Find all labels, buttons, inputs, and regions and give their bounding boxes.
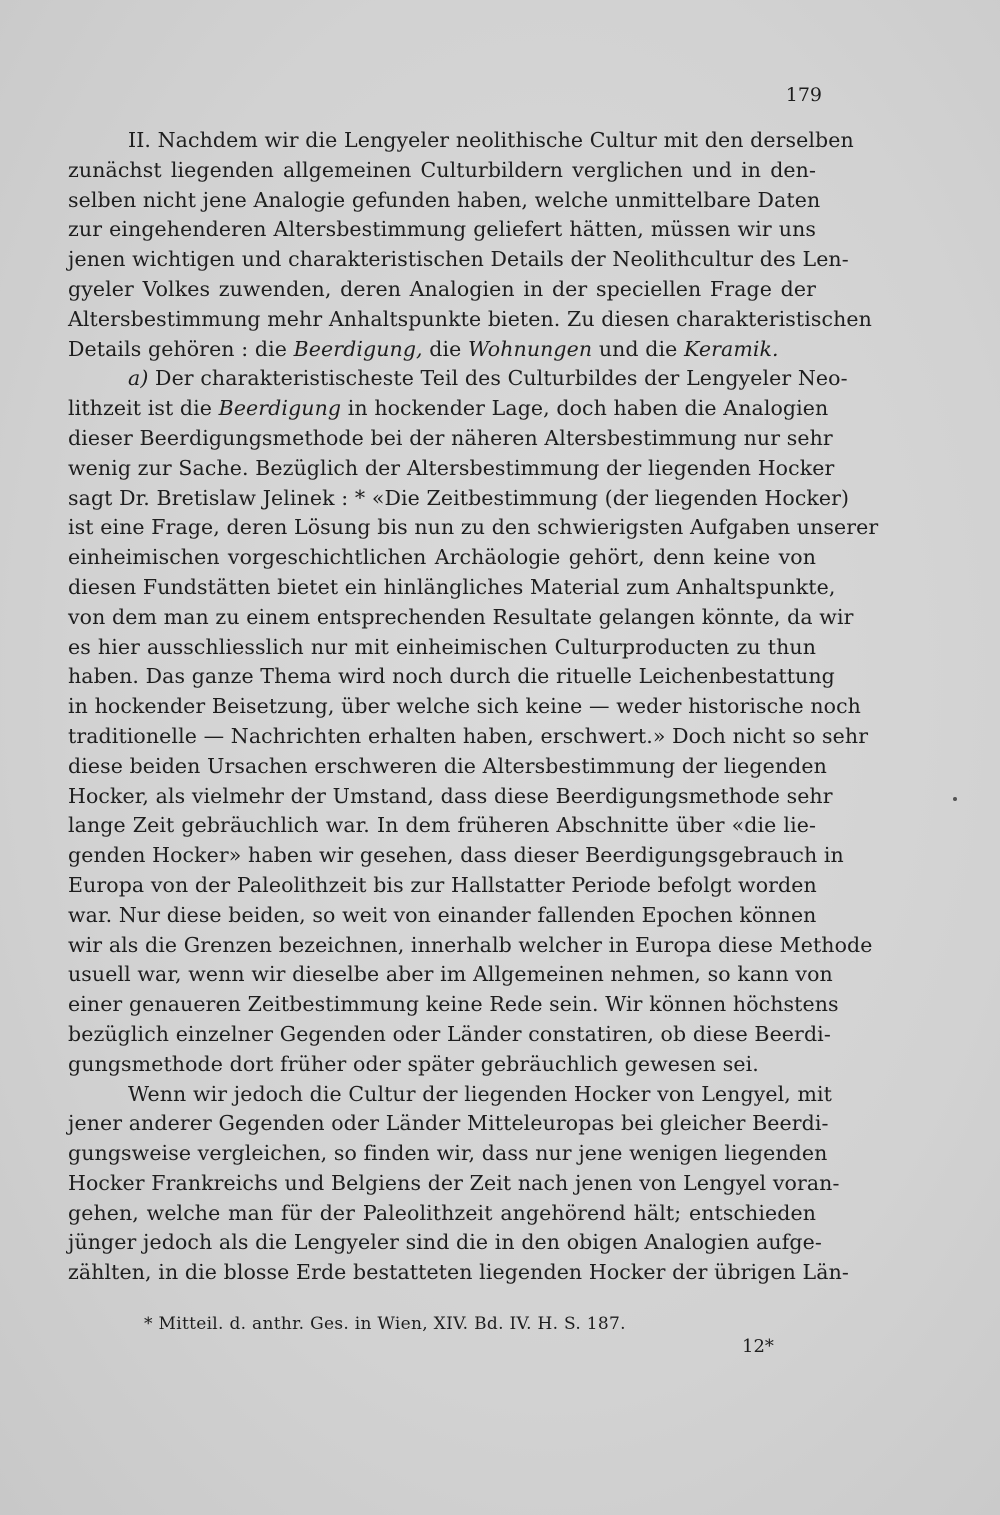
text-line	[68, 364, 848, 394]
text-segment: jener anderer Gegenden oder Länder Mitteleuropas bei gleicher Beerdi-	[68, 1111, 829, 1136]
text-segment: Hocker Frankreichs und Belgiens der Zeit nach jenen von Lengyel voran-	[68, 1170, 840, 1195]
text-line	[68, 1080, 833, 1110]
text-line	[68, 245, 849, 275]
text-segment: wir als die Grenzen bezeichnen, innerhalb welcher in Europa diese Methode	[68, 932, 873, 957]
text-segment: zur eingehenderen Altersbestimmung geliefert hätten, müssen wir uns	[68, 217, 816, 242]
text-segment: lange Zeit gebräuchlich war. In dem früheren Abschnitte über «die lie-	[68, 813, 816, 838]
text-line	[68, 931, 873, 961]
text-line	[68, 603, 854, 633]
text-line	[68, 156, 816, 186]
text-line	[68, 692, 861, 722]
text-segment: war. Nur diese beiden, so weit von einander fallenden Epochen können	[68, 902, 817, 927]
text-line	[68, 960, 833, 990]
text-segment: einer genaueren Zeitbestimmung keine Rede sein. Wir können höchstens	[68, 992, 839, 1017]
text-segment: gehen, welche man für der Paleolithzeit angehörend hält; entschieden	[68, 1200, 816, 1225]
text-line	[68, 573, 836, 603]
text-segment: jünger jedoch als die Lengyeler sind die in den obigen Analogien aufge-	[68, 1230, 822, 1255]
text-segment: zählten, in die blosse Erde bestatteten liegenden Hocker der übrigen Län-	[68, 1260, 849, 1285]
text-segment: von dem man zu einem entsprechenden Resultate gelangen könnte, da wir	[68, 604, 854, 629]
text-segment: Europa von der Paleolithzeit bis zur Hallstatter Periode befolgt worden	[68, 872, 817, 897]
text-line	[68, 633, 816, 663]
text-segment: in hockender Lage, doch haben die Analogien	[341, 396, 829, 421]
text-line	[68, 1258, 849, 1288]
text-line	[68, 186, 821, 216]
emphasized-term: Beerdigung	[218, 396, 342, 421]
text-line	[68, 871, 816, 901]
text-segment: usuell war, wenn wir dieselbe aber im Allgemeinen nehmen, so kann von	[68, 962, 833, 987]
text-segment: Hocker, als vielmehr der Umstand, dass diese Beerdigungsmethode sehr	[68, 783, 833, 808]
printer-signature-mark: 12*	[742, 1336, 774, 1357]
text-segment: gyeler Volkes zuwenden, deren Analogien in der speciellen Frage der	[68, 276, 816, 301]
text-line	[68, 126, 854, 156]
text-segment: diese beiden Ursachen erschweren die Altersbestimmung der liegenden	[68, 753, 827, 778]
footnote: * Mitteil. d. anthr. Ges. in Wien, XIV. Bd. IV. H. S. 187.	[144, 1314, 626, 1334]
text-line	[68, 513, 879, 543]
text-segment: II. Nachdem wir die Lengyeler neolithische Cultur mit den derselben	[128, 128, 854, 152]
text-segment: einheimischen vorgeschichtlichen Archäologie gehört, denn keine von	[68, 545, 816, 570]
emphasized-term: Wohnungen	[468, 336, 593, 361]
text-line	[68, 543, 816, 573]
text-line	[68, 1169, 840, 1199]
text-line	[68, 305, 872, 335]
text-line	[68, 1199, 816, 1229]
text-line	[68, 1050, 816, 1080]
text-segment: und die	[592, 336, 684, 361]
text-segment: Details gehören : die	[68, 336, 294, 361]
text-segment: in hockender Beisetzung, über welche sich keine — weder historische noch	[68, 694, 861, 719]
text-line	[68, 484, 850, 514]
text-segment: gungsweise vergleichen, so finden wir, dass nur jene wenigen liegenden	[68, 1141, 828, 1166]
text-segment: genden Hocker» haben wir gesehen, dass dieser Beerdigungsgebrauch in	[68, 843, 844, 868]
text-line	[68, 722, 869, 752]
text-segment: haben. Das ganze Thema wird noch durch die rituelle Leichenbestattung	[68, 664, 835, 689]
text-segment: jenen wichtigen und charakteristischen Details der Neolithcultur des Len-	[68, 247, 849, 272]
text-segment: lithzeit ist die	[68, 396, 219, 421]
text-line	[68, 990, 839, 1020]
text-segment: Altersbestimmung mehr Anhaltspunkte bieten. Zu diesen charakteristischen	[68, 306, 872, 331]
text-segment: Wenn wir jedoch die Cultur der liegenden Hocker von Lengyel, mit	[128, 1081, 833, 1106]
text-segment: ist eine Frage, deren Lösung bis nun zu den schwierigsten Aufgaben unserer	[68, 515, 879, 540]
text-line	[68, 1020, 831, 1050]
text-segment: gungsmethode dort früher oder später gebräuchlich gewesen sei.	[68, 1051, 759, 1076]
text-line	[68, 335, 816, 365]
text-line	[68, 454, 835, 484]
text-line	[68, 1228, 822, 1258]
text-line	[68, 215, 816, 245]
text-segment: selben nicht jene Analogie gefunden haben, welche unmittelbare Daten	[68, 187, 821, 212]
emphasized-term: Beerdigung,	[293, 336, 423, 361]
text-line	[68, 662, 835, 692]
text-line	[68, 752, 827, 782]
text-segment: traditionelle — Nachrichten erhalten haben, erschwert.» Doch nicht so sehr	[68, 723, 869, 748]
emphasized-term: Keramik.	[684, 336, 779, 361]
text-line	[68, 841, 844, 871]
ink-speck	[953, 797, 957, 801]
text-line	[68, 811, 816, 841]
text-line	[68, 424, 833, 454]
text-segment: es hier ausschliesslich nur mit einheimischen Culturproducten zu thun	[68, 634, 816, 659]
emphasized-term: a)	[128, 366, 149, 391]
text-segment: zunächst liegenden allgemeinen Culturbildern verglichen und in den-	[68, 157, 816, 182]
text-line	[68, 394, 829, 424]
body-text	[68, 126, 879, 1288]
text-line	[68, 782, 833, 812]
text-segment: diesen Fundstätten bietet ein hinlängliches Material zum Anhaltspunkte,	[68, 574, 836, 599]
text-line	[68, 275, 816, 305]
text-segment: dieser Beerdigungsmethode bei der näheren Altersbestimmung nur sehr	[68, 425, 833, 450]
text-line	[68, 1139, 828, 1169]
text-segment: wenig zur Sache. Bezüglich der Altersbestimmung der liegenden Hocker	[68, 455, 835, 480]
text-segment: bezüglich einzelner Gegenden oder Länder constatiren, ob diese Beerdi-	[68, 1021, 831, 1046]
text-line	[68, 901, 816, 931]
text-line	[68, 1109, 829, 1139]
text-segment: die	[422, 336, 468, 361]
text-segment: Der charakteristischeste Teil des Culturbildes der Lengyeler Neo-	[148, 366, 848, 391]
text-segment: sagt Dr. Bretislaw Jelinek : * «Die Zeitbestimmung (der liegenden Hocker)	[68, 485, 850, 510]
page-number: 179	[785, 84, 822, 106]
